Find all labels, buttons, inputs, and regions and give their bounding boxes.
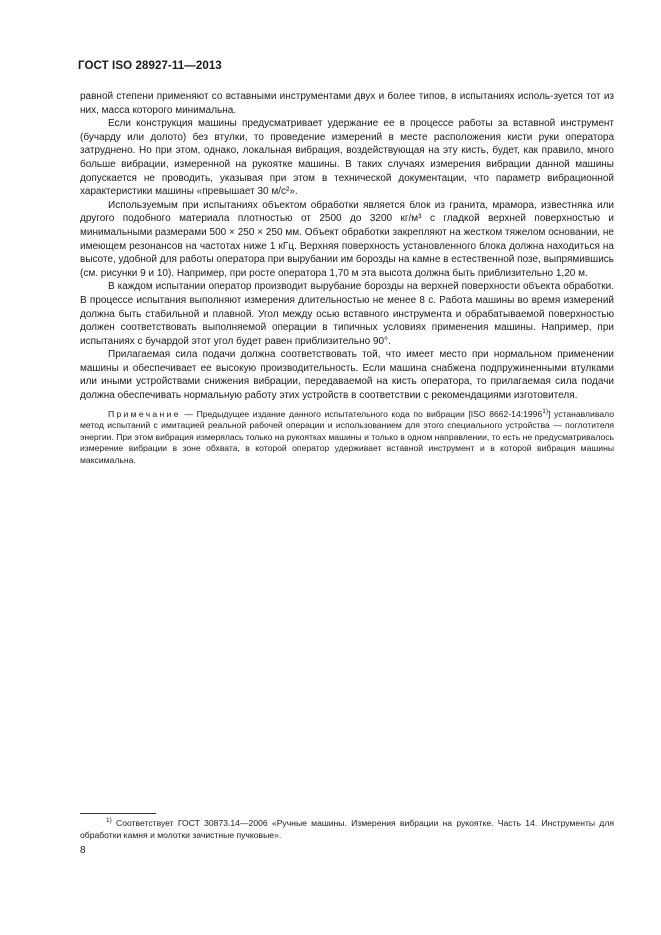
paragraph-1: равной степени применяют со вставными инструментами двух и более типов, в испытаниях исполь-зуется тот из них, масса которого минимальна. [80, 91, 614, 116]
footnote-marker: 1) [106, 817, 112, 825]
footnote [80, 818, 614, 842]
document-body [80, 90, 614, 475]
paragraph-3: Используемым при испытаниях объектом обработки является блок из гранита, мрамора, известняка или другого подобного материала плотностью от 2500 до 3200 кг/м³ с гладкой верхней поверхностью и минимальными размерами 500 × 250 × 250 мм. Объект обработки закрепляют на жестком тяжелом основании, не имеющем резонансов на частотах ниже 1 кГц. Верхняя поверхность установленного блока должна находиться на высоте, удобной для работы оператора при вырубании им борозды на камне в естественной позе, выпрямившись (см. рисунки 9 и 10). Например, при росте оператора 1,70 м эта высота должна быть приблизительно 1,20 м. [80, 199, 614, 279]
footnote-separator [80, 813, 156, 814]
paragraph-4: В каждом испытании оператор производит вырубание борозды на верхней поверхности объекта обработки. В процессе испытания выполняют измерения длительностью не менее 8 с. Работа машины во время измерений должна быть стабильной и плавной. Угол между осью вставного инструмента и обрабатываемой поверхностью должен соответствовать выполняемой операции в типичных условиях применения машины. Например, при испытаниях с бучардой этот угол будет равен приблизительно 90°. [80, 281, 614, 347]
note-text-end: ] устанавливало метод испытаний с имитацией реальной рабочей операции и использованием для этого специального устройства — поглотителя энергии. При этом вибрация измерялась только на рукоятках машины и только в одном направлении, то есть не предусматривалось измерение вибрации в зоне обхвата, в которой оператор удерживает вставной инструмент и в которой вибрация машины максимальна. [80, 408, 614, 466]
note-label: Примечание [108, 408, 181, 419]
note-footnote-ref: 1) [542, 407, 549, 415]
note-text-start: Предыдущее издание данного испытательного кода по вибрации [ISO 8662-14:1996 [196, 408, 543, 419]
note-dash: — [180, 408, 197, 419]
document-header: ГОСТ ISO 28927-11—2013 [78, 60, 222, 72]
page-number: 8 [80, 845, 86, 856]
note [80, 409, 614, 467]
paragraph-5: Прилагаемая сила подачи должна соответствовать той, что имеет место при нормальном применении машины и обеспечивает ее высокую производительность. Если машина снабжена подпружиненными втулками или иными устройствами снижения вибрации, передаваемой на кисть оператора, то прилагаемая сила подачи должна обеспечивать нормальную работу этих устройств в соответствии с рекомендациями изготовителя. [80, 349, 614, 402]
paragraph-2: Если конструкция машины предусматривает удержание ее в процессе работы за вставной инструмент (бучарду или долото) без втулки, то проведение измерений в месте расположения кисти руки оператора затруднено. Но при этом, однако, локальная вибрация, воздействующая на эту кисть, будет, как правило, много больше вибрации, измеренной на рукоятке машины. В таких случаях измерения вибрации данной машины допускается не проводить, указывая при этом в технической документации, что параметр вибрационной характеристики машины «превышает 30 м/с²». [80, 118, 614, 198]
footnote-text: Соответствует ГОСТ 30873.14—2006 «Ручные машины. Измерения вибрации на рукоятке. Часть 14. Инструменты для обработки камня и молотки зачистные пучковые». [80, 818, 614, 840]
